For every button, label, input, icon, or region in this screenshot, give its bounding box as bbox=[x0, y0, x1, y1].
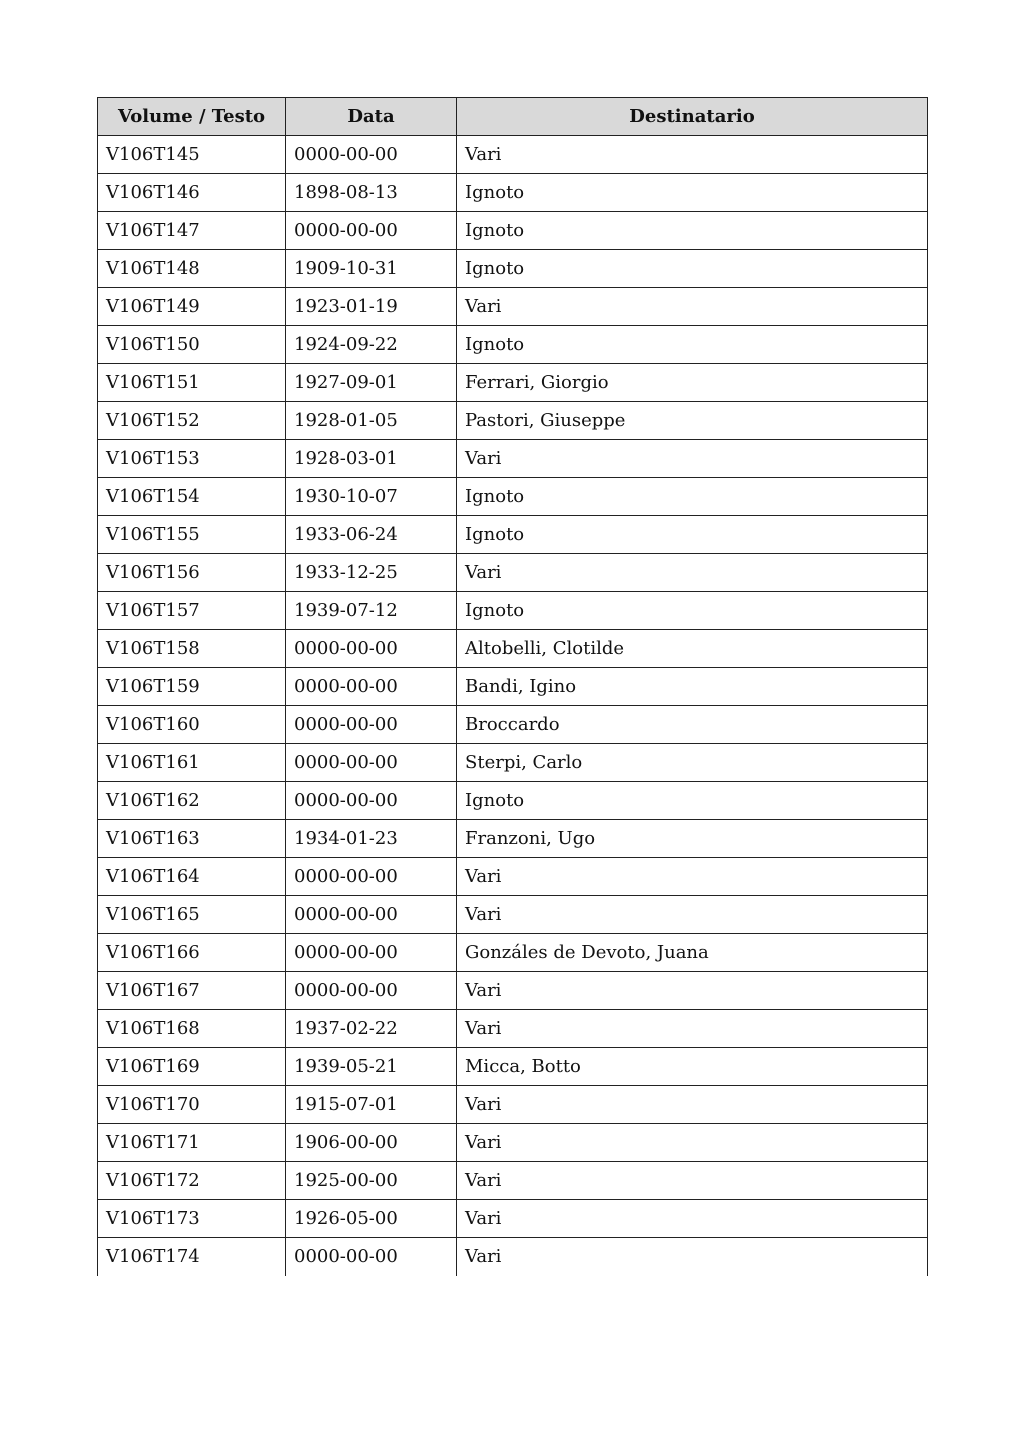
cell-data: 1939-07-12 bbox=[286, 592, 457, 630]
cell-data: 1924-09-22 bbox=[286, 326, 457, 364]
table-row bbox=[98, 706, 928, 744]
cell-destinatario: Vari bbox=[457, 1010, 928, 1048]
cell-data: 1939-05-21 bbox=[286, 1048, 457, 1086]
cell-volume-testo: V106T154 bbox=[98, 478, 286, 516]
table-row bbox=[98, 440, 928, 478]
table-row bbox=[98, 1124, 928, 1162]
cell-volume-testo: V106T159 bbox=[98, 668, 286, 706]
cell-volume-testo: V106T149 bbox=[98, 288, 286, 326]
cell-data: 0000-00-00 bbox=[286, 136, 457, 174]
cell-destinatario: Micca, Botto bbox=[457, 1048, 928, 1086]
cell-destinatario: Vari bbox=[457, 136, 928, 174]
cell-data: 1927-09-01 bbox=[286, 364, 457, 402]
cell-volume-testo: V106T172 bbox=[98, 1162, 286, 1200]
cell-data: 0000-00-00 bbox=[286, 934, 457, 972]
cell-data: 1923-01-19 bbox=[286, 288, 457, 326]
cell-volume-testo: V106T148 bbox=[98, 250, 286, 288]
cell-destinatario: Vari bbox=[457, 1086, 928, 1124]
cell-volume-testo: V106T151 bbox=[98, 364, 286, 402]
cell-data: 0000-00-00 bbox=[286, 972, 457, 1010]
table-row bbox=[98, 478, 928, 516]
cell-volume-testo: V106T146 bbox=[98, 174, 286, 212]
table-row bbox=[98, 744, 928, 782]
table-row bbox=[98, 630, 928, 668]
cell-destinatario: Sterpi, Carlo bbox=[457, 744, 928, 782]
table-row bbox=[98, 1010, 928, 1048]
cell-data: 1909-10-31 bbox=[286, 250, 457, 288]
cell-destinatario: Vari bbox=[457, 288, 928, 326]
cell-destinatario: Broccardo bbox=[457, 706, 928, 744]
letters-table bbox=[97, 97, 928, 1276]
cell-volume-testo: V106T153 bbox=[98, 440, 286, 478]
cell-destinatario: Vari bbox=[457, 554, 928, 592]
table-row bbox=[98, 402, 928, 440]
table-row bbox=[98, 174, 928, 212]
table-header bbox=[98, 98, 928, 136]
cell-data: 0000-00-00 bbox=[286, 782, 457, 820]
cell-data: 1928-03-01 bbox=[286, 440, 457, 478]
table-row bbox=[98, 668, 928, 706]
table-row bbox=[98, 858, 928, 896]
cell-destinatario: Bandi, Igino bbox=[457, 668, 928, 706]
cell-destinatario: Ignoto bbox=[457, 782, 928, 820]
column-header-destinatario: Destinatario bbox=[457, 98, 928, 136]
cell-destinatario: Ferrari, Giorgio bbox=[457, 364, 928, 402]
cell-data: 0000-00-00 bbox=[286, 1238, 457, 1276]
cell-destinatario: Vari bbox=[457, 440, 928, 478]
cell-destinatario: Vari bbox=[457, 1238, 928, 1276]
cell-volume-testo: V106T163 bbox=[98, 820, 286, 858]
cell-volume-testo: V106T165 bbox=[98, 896, 286, 934]
cell-destinatario: Vari bbox=[457, 1162, 928, 1200]
cell-data: 0000-00-00 bbox=[286, 668, 457, 706]
cell-destinatario: Ignoto bbox=[457, 174, 928, 212]
cell-destinatario: Ignoto bbox=[457, 250, 928, 288]
cell-data: 1934-01-23 bbox=[286, 820, 457, 858]
table-row bbox=[98, 1238, 928, 1276]
table-row bbox=[98, 250, 928, 288]
cell-volume-testo: V106T173 bbox=[98, 1200, 286, 1238]
table-row bbox=[98, 1048, 928, 1086]
table-row bbox=[98, 896, 928, 934]
table-row bbox=[98, 364, 928, 402]
cell-volume-testo: V106T174 bbox=[98, 1238, 286, 1276]
cell-volume-testo: V106T145 bbox=[98, 136, 286, 174]
table-row bbox=[98, 1086, 928, 1124]
cell-data: 0000-00-00 bbox=[286, 706, 457, 744]
cell-volume-testo: V106T169 bbox=[98, 1048, 286, 1086]
cell-volume-testo: V106T158 bbox=[98, 630, 286, 668]
table-row bbox=[98, 288, 928, 326]
cell-volume-testo: V106T155 bbox=[98, 516, 286, 554]
table-row bbox=[98, 592, 928, 630]
cell-data: 1928-01-05 bbox=[286, 402, 457, 440]
cell-volume-testo: V106T157 bbox=[98, 592, 286, 630]
cell-data: 1898-08-13 bbox=[286, 174, 457, 212]
cell-data: 1906-00-00 bbox=[286, 1124, 457, 1162]
table-row bbox=[98, 554, 928, 592]
cell-volume-testo: V106T147 bbox=[98, 212, 286, 250]
column-header-volume-testo: Volume / Testo bbox=[98, 98, 286, 136]
cell-data: 0000-00-00 bbox=[286, 896, 457, 934]
cell-destinatario: Ignoto bbox=[457, 592, 928, 630]
cell-volume-testo: V106T166 bbox=[98, 934, 286, 972]
column-header-data: Data bbox=[286, 98, 457, 136]
cell-destinatario: Gonzáles de Devoto, Juana bbox=[457, 934, 928, 972]
cell-destinatario: Ignoto bbox=[457, 516, 928, 554]
cell-volume-testo: V106T152 bbox=[98, 402, 286, 440]
cell-volume-testo: V106T156 bbox=[98, 554, 286, 592]
cell-destinatario: Ignoto bbox=[457, 478, 928, 516]
cell-destinatario: Ignoto bbox=[457, 326, 928, 364]
table-row bbox=[98, 326, 928, 364]
cell-data: 0000-00-00 bbox=[286, 630, 457, 668]
cell-data: 1937-02-22 bbox=[286, 1010, 457, 1048]
cell-data: 1930-10-07 bbox=[286, 478, 457, 516]
cell-destinatario: Franzoni, Ugo bbox=[457, 820, 928, 858]
table-row bbox=[98, 972, 928, 1010]
cell-destinatario: Vari bbox=[457, 858, 928, 896]
cell-destinatario: Vari bbox=[457, 1124, 928, 1162]
table-row bbox=[98, 820, 928, 858]
cell-volume-testo: V106T150 bbox=[98, 326, 286, 364]
cell-data: 0000-00-00 bbox=[286, 744, 457, 782]
cell-volume-testo: V106T160 bbox=[98, 706, 286, 744]
cell-destinatario: Ignoto bbox=[457, 212, 928, 250]
table-row bbox=[98, 516, 928, 554]
table-body bbox=[98, 136, 928, 1276]
cell-destinatario: Pastori, Giuseppe bbox=[457, 402, 928, 440]
header-row bbox=[98, 98, 928, 136]
cell-data: 1926-05-00 bbox=[286, 1200, 457, 1238]
cell-destinatario: Vari bbox=[457, 1200, 928, 1238]
cell-volume-testo: V106T162 bbox=[98, 782, 286, 820]
cell-volume-testo: V106T161 bbox=[98, 744, 286, 782]
cell-data: 1933-12-25 bbox=[286, 554, 457, 592]
cell-volume-testo: V106T164 bbox=[98, 858, 286, 896]
cell-data: 1933-06-24 bbox=[286, 516, 457, 554]
cell-destinatario: Altobelli, Clotilde bbox=[457, 630, 928, 668]
table-row bbox=[98, 1200, 928, 1238]
table-row bbox=[98, 212, 928, 250]
cell-data: 0000-00-00 bbox=[286, 212, 457, 250]
cell-destinatario: Vari bbox=[457, 972, 928, 1010]
cell-data: 0000-00-00 bbox=[286, 858, 457, 896]
cell-volume-testo: V106T168 bbox=[98, 1010, 286, 1048]
table-row bbox=[98, 782, 928, 820]
cell-volume-testo: V106T171 bbox=[98, 1124, 286, 1162]
table-row bbox=[98, 136, 928, 174]
cell-data: 1915-07-01 bbox=[286, 1086, 457, 1124]
cell-data: 1925-00-00 bbox=[286, 1162, 457, 1200]
table-row bbox=[98, 1162, 928, 1200]
cell-volume-testo: V106T170 bbox=[98, 1086, 286, 1124]
cell-destinatario: Vari bbox=[457, 896, 928, 934]
cell-volume-testo: V106T167 bbox=[98, 972, 286, 1010]
table-row bbox=[98, 934, 928, 972]
